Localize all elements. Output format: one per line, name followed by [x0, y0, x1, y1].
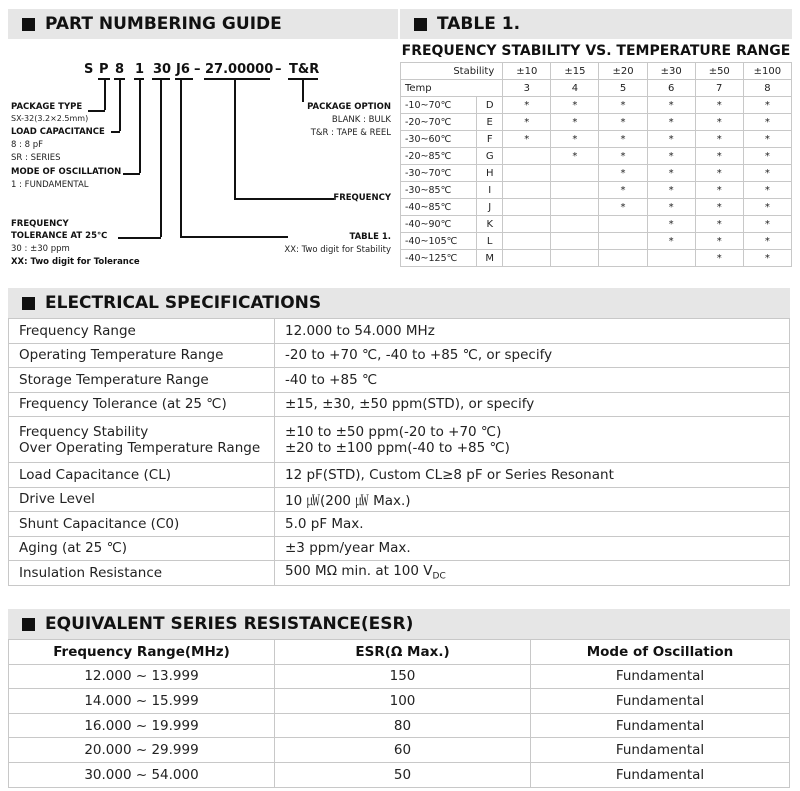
spec-value	[275, 561, 790, 586]
stability-code: 7	[695, 80, 743, 97]
electrical-table	[8, 318, 790, 586]
stability-value-1: ±10 to ±50 ppm(-20 to +70 ℃)	[285, 423, 502, 440]
spec-value: 12 pF(STD), Custom CL≥8 pF or Series Resonant	[275, 463, 790, 488]
stability-cell	[551, 216, 599, 233]
connector-line	[234, 198, 334, 200]
square-bullet-icon	[22, 18, 35, 31]
connector-line	[180, 236, 288, 238]
stability-cell	[599, 250, 647, 267]
esr-cell: Fundamental	[531, 689, 790, 714]
table-row	[9, 392, 790, 417]
table1-ref-label: TABLE 1.	[349, 232, 391, 242]
stability-cell: *	[503, 114, 551, 131]
table-row	[9, 561, 790, 586]
spec-label: Drive Level	[9, 487, 275, 512]
table-row	[9, 664, 790, 689]
stability-code: 6	[647, 80, 695, 97]
esr-cell: Fundamental	[531, 762, 790, 787]
stability-cell: *	[647, 216, 695, 233]
code-dash: –	[194, 62, 201, 77]
stability-cell	[503, 199, 551, 216]
stability-cell: *	[647, 165, 695, 182]
package-option-line2: T&R : TAPE & REEL	[310, 128, 391, 138]
load-capacitance-label: LOAD CAPACITANCE	[11, 127, 105, 137]
stability-cell: *	[599, 182, 647, 199]
tolerance-label: TOLERANCE AT 25℃	[11, 231, 108, 241]
stability-cell: *	[599, 148, 647, 165]
temp-range: -30~60℃	[401, 131, 477, 148]
spec-value: ±3 ppm/year Max.	[275, 536, 790, 561]
stability-cell: *	[695, 199, 743, 216]
connector-line	[88, 110, 105, 112]
stability-cell	[503, 233, 551, 250]
table-row	[9, 738, 790, 763]
esr-col-header: Mode of Oscillation	[531, 640, 790, 665]
stability-table-title: FREQUENCY STABILITY VS. TEMPERATURE RANGE	[401, 43, 791, 59]
stability-cell: *	[551, 114, 599, 131]
stability-label-1: Frequency Stability	[19, 423, 149, 440]
stability-cell: *	[647, 199, 695, 216]
stability-code: 5	[599, 80, 647, 97]
table-row	[401, 148, 792, 165]
table-row	[9, 368, 790, 393]
connector-line	[302, 78, 304, 102]
code-frequency: 27.00000	[205, 62, 274, 77]
spec-label: Operating Temperature Range	[9, 343, 275, 368]
table-row	[401, 97, 792, 114]
stability-cell: *	[743, 131, 791, 148]
stability-cell: *	[743, 199, 791, 216]
stability-cell: *	[743, 233, 791, 250]
spec-label	[9, 417, 275, 463]
code-dash: –	[275, 62, 282, 77]
stability-cell: *	[743, 182, 791, 199]
stability-cell: *	[695, 114, 743, 131]
code-j6: J6	[176, 62, 190, 77]
stability-cell: *	[599, 97, 647, 114]
stability-cell: *	[599, 165, 647, 182]
table-row	[9, 536, 790, 561]
spec-label: Storage Temperature Range	[9, 368, 275, 393]
table-row	[9, 689, 790, 714]
stability-cell	[503, 216, 551, 233]
stability-cell	[647, 250, 695, 267]
esr-cell: Fundamental	[531, 738, 790, 763]
connector-line	[104, 78, 106, 110]
stability-cell	[551, 182, 599, 199]
table-row	[401, 131, 792, 148]
part-numbering-header	[8, 9, 398, 39]
stability-code: 3	[503, 80, 551, 97]
table-header-row	[9, 640, 790, 665]
stability-label: Stability	[401, 63, 503, 80]
esr-col-header: ESR(Ω Max.)	[275, 640, 531, 665]
spec-label: Frequency Tolerance (at 25 ℃)	[9, 392, 275, 417]
stability-cell: *	[503, 97, 551, 114]
stability-cell: *	[647, 233, 695, 250]
load-capacitance-line2: SR : SERIES	[11, 153, 61, 163]
underline	[175, 78, 193, 80]
stability-cell	[599, 216, 647, 233]
table-row	[401, 199, 792, 216]
table-row	[401, 216, 792, 233]
stability-cell: *	[503, 131, 551, 148]
code-8: 8	[115, 62, 125, 77]
package-type-label: PACKAGE TYPE	[11, 102, 83, 112]
esr-cell: 80	[275, 713, 531, 738]
spec-value: -40 to +85 ℃	[275, 368, 790, 393]
stability-cell	[551, 165, 599, 182]
stability-cell: *	[551, 148, 599, 165]
stability-cell	[503, 148, 551, 165]
table1-header	[400, 9, 792, 39]
stability-col: ±50	[695, 63, 743, 80]
stability-col: ±30	[647, 63, 695, 80]
table-row	[401, 250, 792, 267]
package-option-label: PACKAGE OPTION	[307, 102, 391, 112]
table-row	[9, 463, 790, 488]
temp-code: H	[477, 165, 503, 182]
esr-cell: 16.000 ~ 19.999	[9, 713, 275, 738]
table-row	[401, 114, 792, 131]
table-header-row	[401, 80, 792, 97]
temp-code: G	[477, 148, 503, 165]
stability-cell: *	[695, 216, 743, 233]
electrical-rows	[9, 463, 790, 561]
stability-cell: *	[695, 233, 743, 250]
code-tr: T&R	[289, 62, 320, 77]
package-type-desc: SX-32(3.2×2.5mm)	[11, 114, 89, 123]
temp-code: M	[477, 250, 503, 267]
square-bullet-icon	[22, 618, 35, 631]
temp-range: -30~85℃	[401, 182, 477, 199]
stability-cell: *	[551, 131, 599, 148]
connector-line	[160, 78, 162, 237]
table1-ref-desc: XX: Two digit for Stability	[284, 245, 391, 255]
stability-cell	[551, 233, 599, 250]
connector-line	[119, 78, 121, 131]
stability-cell: *	[599, 131, 647, 148]
stability-cell: *	[743, 216, 791, 233]
stability-cell: *	[647, 148, 695, 165]
stability-cell: *	[695, 131, 743, 148]
table-row	[401, 165, 792, 182]
tolerance-note: XX: Two digit for Tolerance	[11, 257, 140, 267]
esr-cell: 14.000 ~ 15.999	[9, 689, 275, 714]
connector-line	[123, 173, 140, 175]
tolerance-label: FREQUENCY	[11, 219, 69, 229]
stability-label-2: Over Operating Temperature Range	[19, 439, 261, 456]
insulation-sub: DC	[432, 572, 446, 583]
connector-line	[118, 237, 161, 239]
stability-cell: *	[743, 97, 791, 114]
stability-cell: *	[647, 97, 695, 114]
temp-code: K	[477, 216, 503, 233]
temp-code: F	[477, 131, 503, 148]
esr-cell: Fundamental	[531, 664, 790, 689]
table-row	[9, 512, 790, 537]
stability-table-body	[401, 63, 792, 267]
esr-cell: 30.000 ~ 54.000	[9, 762, 275, 787]
electrical-insulation	[9, 561, 790, 586]
spec-value: -20 to +70 ℃, -40 to +85 ℃, or specify	[275, 343, 790, 368]
stability-col: ±15	[551, 63, 599, 80]
square-bullet-icon	[22, 297, 35, 310]
esr-table	[8, 639, 790, 788]
stability-code: 4	[551, 80, 599, 97]
table-row	[9, 417, 790, 463]
mode-desc: 1 : FUNDAMENTAL	[11, 180, 89, 190]
stability-cell: *	[743, 148, 791, 165]
stability-cell: *	[695, 97, 743, 114]
stability-cell	[503, 250, 551, 267]
part-numbering-diagram	[8, 40, 398, 270]
spec-label: Frequency Range	[9, 319, 275, 344]
spec-value: ±15, ±30, ±50 ppm(STD), or specify	[275, 392, 790, 417]
esr-header	[8, 609, 790, 639]
stability-cell: *	[551, 97, 599, 114]
esr-cell: Fundamental	[531, 713, 790, 738]
temp-code: L	[477, 233, 503, 250]
code-s: S	[84, 62, 94, 77]
electrical-stability	[9, 417, 790, 463]
table1-header-title: TABLE 1.	[437, 14, 521, 34]
temp-range: -40~85℃	[401, 199, 477, 216]
electrical-header	[8, 288, 790, 318]
stability-cell: *	[743, 114, 791, 131]
stability-cell: *	[647, 131, 695, 148]
stability-cell: *	[695, 148, 743, 165]
underline	[204, 78, 270, 80]
stability-cell	[503, 182, 551, 199]
spec-label: Load Capacitance (CL)	[9, 463, 275, 488]
temp-range: -40~105℃	[401, 233, 477, 250]
table-row	[401, 233, 792, 250]
mode-label: MODE OF OSCILLATION	[11, 167, 122, 177]
stability-col: ±20	[599, 63, 647, 80]
spec-value: 10 ㎼(200 ㎼ Max.)	[275, 487, 790, 512]
spec-value: 5.0 pF Max.	[275, 512, 790, 537]
temp-code: J	[477, 199, 503, 216]
square-bullet-icon	[414, 18, 427, 31]
stability-cell: *	[647, 114, 695, 131]
temp-range: -40~125℃	[401, 250, 477, 267]
stability-cell	[551, 250, 599, 267]
stability-table	[400, 40, 792, 267]
esr-cell: 12.000 ~ 13.999	[9, 664, 275, 689]
electrical-rows	[9, 319, 790, 417]
table-row	[9, 343, 790, 368]
stability-cell: *	[647, 182, 695, 199]
table-row	[9, 713, 790, 738]
temp-label: Temp	[401, 80, 503, 97]
esr-cell: 100	[275, 689, 531, 714]
code-1: 1	[135, 62, 145, 77]
stability-cell: *	[599, 199, 647, 216]
part-numbering-title: PART NUMBERING GUIDE	[45, 14, 282, 34]
temp-range: -20~85℃	[401, 148, 477, 165]
connector-line	[139, 78, 141, 173]
temp-range: -30~70℃	[401, 165, 477, 182]
stability-cell: *	[695, 182, 743, 199]
stability-cell	[551, 199, 599, 216]
table-row	[9, 762, 790, 787]
spec-label: Insulation Resistance	[9, 561, 275, 586]
stability-cell: *	[695, 165, 743, 182]
stability-code: 8	[743, 80, 791, 97]
esr-col-header: Frequency Range(MHz)	[9, 640, 275, 665]
temp-range: -20~70℃	[401, 114, 477, 131]
load-capacitance-line1: 8 : 8 pF	[11, 140, 44, 150]
stability-cell: *	[743, 165, 791, 182]
tolerance-desc: 30 : ±30 ppm	[11, 244, 70, 254]
stability-value-2: ±20 to ±100 ppm(-40 to +85 ℃)	[285, 439, 510, 456]
temp-range: -40~90℃	[401, 216, 477, 233]
stability-cell: *	[599, 114, 647, 131]
temp-code: I	[477, 182, 503, 199]
connector-line	[180, 78, 182, 236]
stability-cell	[503, 165, 551, 182]
spec-value: 12.000 to 54.000 MHz	[275, 319, 790, 344]
esr-table-body	[9, 640, 790, 788]
code-30: 30	[153, 62, 172, 77]
stability-cell: *	[743, 250, 791, 267]
spec-label: Shunt Capacitance (C0)	[9, 512, 275, 537]
stability-cell: *	[695, 250, 743, 267]
esr-title: EQUIVALENT SERIES RESISTANCE(ESR)	[45, 614, 414, 634]
stability-cell	[599, 233, 647, 250]
table-row	[401, 182, 792, 199]
spec-value	[275, 417, 790, 463]
esr-cell: 50	[275, 762, 531, 787]
connector-line	[111, 131, 120, 133]
esr-cell: 20.000 ~ 29.999	[9, 738, 275, 763]
esr-cell: 150	[275, 664, 531, 689]
stability-col: ±100	[743, 63, 791, 80]
table-row	[9, 319, 790, 344]
temp-code: E	[477, 114, 503, 131]
frequency-label: FREQUENCY	[333, 193, 391, 203]
temp-code: D	[477, 97, 503, 114]
spec-label: Aging (at 25 ℃)	[9, 536, 275, 561]
connector-line	[234, 78, 236, 198]
electrical-title: ELECTRICAL SPECIFICATIONS	[45, 293, 322, 313]
esr-cell: 60	[275, 738, 531, 763]
stability-col: ±10	[503, 63, 551, 80]
table-row	[9, 487, 790, 512]
insulation-value: 500 MΩ min. at 100 V	[285, 563, 433, 580]
table-header-row	[401, 63, 792, 80]
temp-range: -10~70℃	[401, 97, 477, 114]
package-option-line1: BLANK : BULK	[331, 115, 391, 125]
code-p: P	[99, 62, 109, 77]
